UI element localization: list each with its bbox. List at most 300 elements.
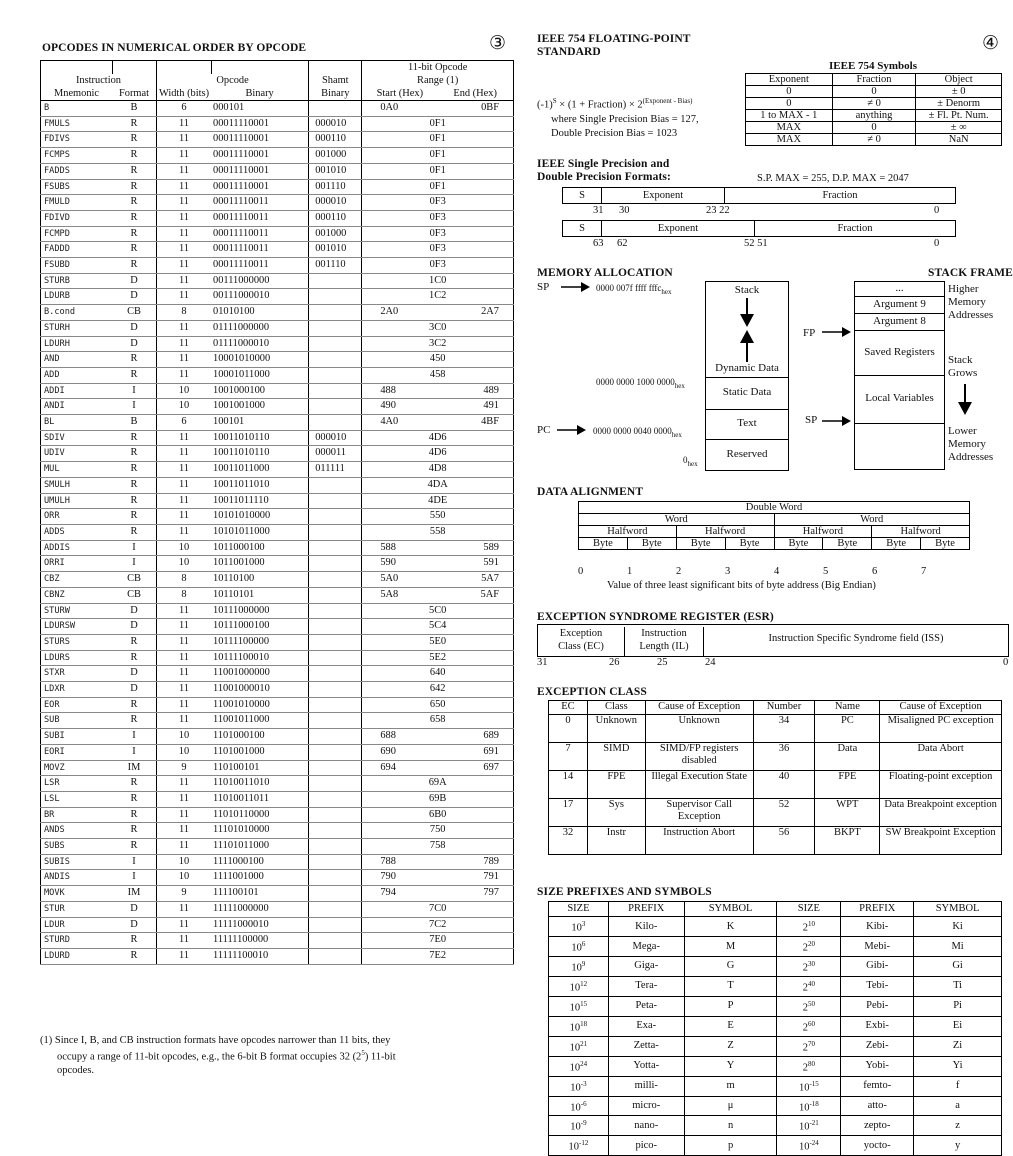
opcode-format: CB [112,572,156,588]
opcode-mnemonic: UDIV [41,446,113,462]
exc-header-ec: EC [549,701,588,715]
size-prefixes-body [549,917,1002,1156]
opcode-binary: 10001010000 [211,352,309,368]
size-decimal-cell [549,937,609,957]
grows-line-2: Grows [948,367,978,379]
byte-index-6: 6 [872,566,878,577]
opcode-binary: 000101 [211,101,309,117]
opcode-binary: 10111000000 [211,603,309,619]
size-prefix-2: Zebi- [841,1036,914,1056]
opcode-width: 11 [156,163,211,179]
esr-iss-field: Instruction Specific Syndrome field (ISS) [768,633,944,644]
opcode-range-start: 790 [362,870,437,886]
opcode-shamt [309,901,362,917]
size-row [549,977,1002,997]
size-symbol-2: a [914,1096,1002,1116]
opcode-range-start: 3C2 [362,336,514,352]
opcode-range-end: 691 [437,744,513,760]
size-symbol-2: Yi [914,1056,1002,1076]
memory-title: MEMORY ALLOCATION [537,267,673,279]
size-header-cell: PREFIX [841,902,914,917]
opcode-mnemonic: SUBI [41,729,113,745]
symbols-cell: anything [832,110,916,122]
opcode-binary: 00011110011 [211,258,309,274]
size-prefix-2: Pebi- [841,997,914,1017]
opcode-row [41,101,514,117]
opcode-format: R [112,524,156,540]
exc-header-class: Class [587,701,645,715]
opcode-row [41,493,514,509]
opcode-format: D [112,917,156,933]
size-row [549,1076,1002,1096]
opcode-shamt [309,760,362,776]
frame-ellipsis: ... [895,282,904,294]
opcode-range-start: 5E0 [362,634,514,650]
size-base: 10 [569,1022,581,1034]
exception-cell: WPT [815,798,880,826]
size-base-2: 2 [802,1042,808,1054]
exc-header-cause: Cause of Exception [645,701,753,715]
opcode-mnemonic: STURD [41,933,113,949]
opcode-format: R [112,258,156,274]
mem-static-hex: hex [674,381,685,390]
symbols-cell: 1 to MAX - 1 [746,110,833,122]
opcode-mnemonic: SUBIS [41,854,113,870]
opcode-range-end: 5AF [437,587,513,603]
opcode-format: R [112,195,156,211]
exception-cell: SIMD [587,742,645,770]
opcode-format: R [112,446,156,462]
ieee-symbols-table [745,73,1002,146]
size-prefix-2: Tebi- [841,977,914,997]
opcode-format: R [112,776,156,792]
opcode-binary: 100101 [211,415,309,431]
shamt-binary-header: Binary [309,87,362,101]
size-prefix-2: Gibi- [841,957,914,977]
size-binary-cell [777,997,841,1017]
exception-cell: Data Abort [880,742,1002,770]
opcode-mnemonic: FSUBD [41,258,113,274]
opcode-row [41,289,514,305]
opcode-binary: 10011011000 [211,462,309,478]
segment-stack: Stack [734,284,760,296]
halfword-cell-1: Halfword [579,526,677,538]
byte-cell-2: Byte [627,538,676,550]
opcode-binary: 10110101 [211,587,309,603]
opcode-range-start: 5A0 [362,572,437,588]
mem-sp-label: SP [537,281,550,293]
opcode-range-start: 750 [362,823,514,839]
higher-addresses [948,283,993,322]
footnote-exponent: 5 [361,1049,365,1057]
exception-cell: 32 [549,826,588,854]
opcode-mnemonic: FSUBS [41,179,113,195]
exception-cell: BKPT [815,826,880,854]
opcode-row [41,760,514,776]
dp-bit-62: 62 [617,238,628,249]
opcode-width: 11 [156,430,211,446]
opcode-range-start: 0A0 [362,101,437,117]
opcode-binary: 11001010000 [211,697,309,713]
opcode-range-start: 1C2 [362,289,514,305]
size-base-2: 2 [802,942,808,954]
size-base: 10 [569,1062,581,1074]
opcode-format: R [112,713,156,729]
opcode-mnemonic: SDIV [41,430,113,446]
opcode-binary: 10110100 [211,572,309,588]
opcode-width: 11 [156,493,211,509]
opcode-mnemonic: FMULS [41,116,113,132]
size-row [549,917,1002,937]
opcode-footnote [40,1034,520,1077]
opcode-mnemonic: BR [41,807,113,823]
opcode-row [41,572,514,588]
byte-cell-4: Byte [725,538,774,550]
opcode-mnemonic: LSL [41,791,113,807]
symbols-header-cell: Exponent [746,74,833,86]
dp-sign-field: S [563,221,602,236]
opcode-width: 11 [156,462,211,478]
byte-index-5: 5 [823,566,829,577]
opcode-shamt: 000110 [309,132,362,148]
size-row [549,937,1002,957]
opcode-width: 11 [156,917,211,933]
esr-register [537,624,1009,657]
opcode-mnemonic: MOVK [41,886,113,902]
opcode-shamt [309,336,362,352]
opcode-shamt [309,713,362,729]
opcode-mnemonic: CBNZ [41,587,113,603]
opcode-width: 11 [156,132,211,148]
segment-dynamic-data: Dynamic Data [715,362,779,374]
size-exponent-2: 40 [808,980,815,989]
opcode-row [41,713,514,729]
opcodes-title: OPCODES IN NUMERICAL ORDER BY OPCODE [42,42,307,54]
opcode-range-start: 1C0 [362,273,514,289]
opcode-shamt [309,870,362,886]
opcode-row [41,195,514,211]
dp-bit-63: 63 [593,238,604,249]
opcode-binary: 00011110011 [211,210,309,226]
opcode-range-start: 69A [362,776,514,792]
bias-single: where Single Precision Bias = 127, [551,113,699,125]
size-symbol-2: Ti [914,977,1002,997]
opcode-range-end: 2A7 [437,305,513,321]
opcode-row [41,524,514,540]
opcode-row [41,776,514,792]
size-exponent: 15 [580,1000,588,1009]
opcode-row [41,148,514,164]
opcode-width: 11 [156,619,211,635]
opcode-range-start: 550 [362,509,514,525]
opcode-shamt [309,948,362,964]
opcode-width: 11 [156,352,211,368]
shamt-header: Shamt [309,74,362,87]
opcode-mnemonic: LSR [41,776,113,792]
size-base-2: 2 [802,1022,808,1034]
opcode-table-header [41,61,514,101]
mem-zero-hex: hex [687,459,698,468]
opcode-row [41,179,514,195]
size-binary-cell [777,1116,841,1136]
esr-ec-line-2: Class (EC) [558,641,604,652]
opcode-format: I [112,383,156,399]
opcode-shamt: 011111 [309,462,362,478]
size-binary-cell [777,1016,841,1036]
symbols-cell: ± ∞ [916,122,1002,134]
sp-bit-23-22: 23 22 [706,205,730,216]
opcode-mnemonic: FDIVD [41,210,113,226]
opcode-row [41,258,514,274]
size-symbol: Z [684,1036,777,1056]
opcode-range-start: 788 [362,854,437,870]
opcode-shamt: 001010 [309,242,362,258]
opcode-range-start: 0F1 [362,179,514,195]
opcode-shamt [309,854,362,870]
opcode-binary: 1001000100 [211,383,309,399]
size-base: 10 [570,1082,581,1094]
opcode-format: R [112,462,156,478]
size-prefix-2: Exbi- [841,1016,914,1036]
opcode-binary: 11101011000 [211,839,309,855]
opcode-table [40,60,514,965]
opcode-row [41,383,514,399]
opcode-mnemonic: STUR [41,901,113,917]
size-exponent-2: 30 [808,960,815,969]
esr-bit-31: 31 [537,657,548,668]
byte-index-4: 4 [774,566,780,577]
size-prefix-2: femto- [841,1076,914,1096]
size-symbol: G [684,957,777,977]
opcode-mnemonic: STURS [41,634,113,650]
opcode-mnemonic: STURB [41,273,113,289]
size-exponent: 9 [581,960,586,969]
opcode-row [41,744,514,760]
section-4-badge: ④ [982,32,1000,54]
opcode-binary: 00011110001 [211,163,309,179]
opcode-format: R [112,933,156,949]
size-decimal-cell [549,1016,609,1036]
esr-bit-0: 0 [1003,657,1009,668]
size-prefixes-table [548,901,1002,1156]
opcode-shamt [309,367,362,383]
opcode-range-start: 6B0 [362,807,514,823]
opcode-row [41,446,514,462]
opcode-range-start: 590 [362,556,437,572]
size-base: 10 [570,1121,581,1133]
size-prefix-2: Mebi- [841,937,914,957]
symbols-header-cell: Fraction [832,74,916,86]
opcode-width: 11 [156,682,211,698]
width-header: Width (bits) [156,87,211,101]
size-symbol: p [684,1136,777,1156]
opcode-width: 11 [156,273,211,289]
start-hex-header: Start (Hex) [362,87,437,101]
size-symbol: M [684,937,777,957]
opcode-format: R [112,132,156,148]
frame-argument-8: Argument 8 [873,315,926,327]
opcode-row [41,933,514,949]
ieee-symbols-body [746,74,1002,146]
opcode-row [41,807,514,823]
exception-class-body [549,714,1002,854]
size-base-2: 2 [802,922,808,934]
footnote-line-2 [40,1047,520,1064]
opcode-format: R [112,116,156,132]
size-header-cell: SIZE [549,902,609,917]
opcode-format: D [112,619,156,635]
opcode-width: 11 [156,524,211,540]
opcode-row [41,242,514,258]
size-prefix: Exa- [608,1016,684,1036]
opcode-binary: 00011110011 [211,242,309,258]
size-row [549,1116,1002,1136]
frame-sp-label: SP [805,414,818,426]
mem-pc-address-text: 0000 0000 0040 0000 [593,426,672,436]
double-word-cell: Double Word [579,502,970,514]
opcode-mnemonic: FDIVS [41,132,113,148]
size-symbol-2: Ki [914,917,1002,937]
size-decimal-cell [549,1136,609,1156]
size-exponent-2: 20 [808,940,815,949]
opcode-row [41,697,514,713]
opcode-shamt [309,352,362,368]
opcode-width: 10 [156,870,211,886]
size-base: 10 [571,962,582,974]
exception-cell: 36 [753,742,815,770]
symbols-cell: ≠ 0 [832,98,916,110]
mem-pc-arrow-icon [557,424,587,436]
size-symbol: m [684,1076,777,1096]
opcode-shamt [309,807,362,823]
exception-cell: PC [815,714,880,742]
opcode-binary: 11010110000 [211,807,309,823]
opcode-row [41,901,514,917]
size-prefix: Tera- [608,977,684,997]
opcode-shamt [309,791,362,807]
opcode-format: I [112,540,156,556]
sp-fraction-field: Fraction [822,190,858,201]
exception-cell: Supervisor Call Exception [645,798,753,826]
opcode-shamt: 000011 [309,446,362,462]
opcode-range-start: 794 [362,886,437,902]
symbols-cell: ± Fl. Pt. Num. [916,110,1002,122]
exception-cell: 56 [753,826,815,854]
opcode-range-start: 558 [362,524,514,540]
opcode-format: I [112,399,156,415]
mem-static-address-text: 0000 0000 1000 0000 [596,377,675,387]
opcode-shamt [309,540,362,556]
frame-divider-1 [855,296,944,297]
opcode-width: 8 [156,305,211,321]
opcode-width: 11 [156,258,211,274]
opcode-row [41,509,514,525]
size-exponent: 3 [581,920,586,929]
alignment-title: DATA ALIGNMENT [537,486,644,498]
opcode-width: 11 [156,603,211,619]
opcode-mnemonic: AND [41,352,113,368]
opcode-width: 11 [156,634,211,650]
opcode-row [41,367,514,383]
opcode-binary: 00111000000 [211,273,309,289]
opcode-range-start: 458 [362,367,514,383]
opcode-binary: 1111000100 [211,854,309,870]
opcode-shamt [309,493,362,509]
opcode-format: D [112,273,156,289]
symbols-header-cell: Object [916,74,1002,86]
opcode-format: R [112,148,156,164]
byte-index-0: 0 [578,566,584,577]
opcode-width: 8 [156,572,211,588]
opcode-shamt: 000110 [309,210,362,226]
opcode-row [41,650,514,666]
size-binary-cell [777,1036,841,1056]
byte-index-1: 1 [627,566,633,577]
size-symbol-2: y [914,1136,1002,1156]
opcode-binary: 11001000000 [211,666,309,682]
opcode-shamt [309,587,362,603]
opcode-range-end: 689 [437,729,513,745]
opcode-format: R [112,948,156,964]
opcode-width: 11 [156,446,211,462]
opcode-binary: 11111100000 [211,933,309,949]
opcode-width: 10 [156,854,211,870]
size-row [549,1036,1002,1056]
exception-cell: Instruction Abort [645,826,753,854]
footnote-text-3: ) 11-bit [364,1051,396,1063]
exception-cell: 14 [549,770,588,798]
size-prefixes-title: SIZE PREFIXES AND SYMBOLS [537,886,712,898]
opcode-format: R [112,210,156,226]
opcode-shamt [309,415,362,431]
size-decimal-cell [549,957,609,977]
size-prefix-2: zepto- [841,1116,914,1136]
opcode-shamt: 000010 [309,430,362,446]
opcode-binary: 1101001000 [211,744,309,760]
frame-divider-2 [855,313,944,314]
opcode-format: B [112,415,156,431]
opcode-shamt: 001010 [309,163,362,179]
opcode-range-start: 642 [362,682,514,698]
opcode-width: 11 [156,650,211,666]
opcode-shamt [309,839,362,855]
size-binary-cell [777,917,841,937]
opcode-mnemonic: EOR [41,697,113,713]
opcode-range-start: 7E2 [362,948,514,964]
symbols-cell: 0 [832,86,916,98]
word-cell-2: Word [774,514,970,526]
mem-sp-hex: hex [661,287,672,296]
opcode-width: 11 [156,823,211,839]
opcode-range-start: 5C4 [362,619,514,635]
size-symbol: E [684,1016,777,1036]
size-row [549,1056,1002,1076]
segment-static-data: Static Data [722,386,772,398]
size-base-2: 2 [802,1062,808,1074]
opcode-format: B [112,101,156,117]
opcode-mnemonic: CBZ [41,572,113,588]
frame-saved-registers: Saved Registers [864,346,935,358]
mem-sp-address [596,283,672,296]
opcode-range-start: 0F3 [362,210,514,226]
opcode-width: 11 [156,336,211,352]
size-base: 10 [571,922,582,934]
opcode-mnemonic: ADDI [41,383,113,399]
size-base-2: 2 [802,1002,808,1014]
dp-exponent-field: Exponent [602,221,755,236]
size-base: 10 [569,982,581,994]
opcode-binary: 10101011000 [211,524,309,540]
